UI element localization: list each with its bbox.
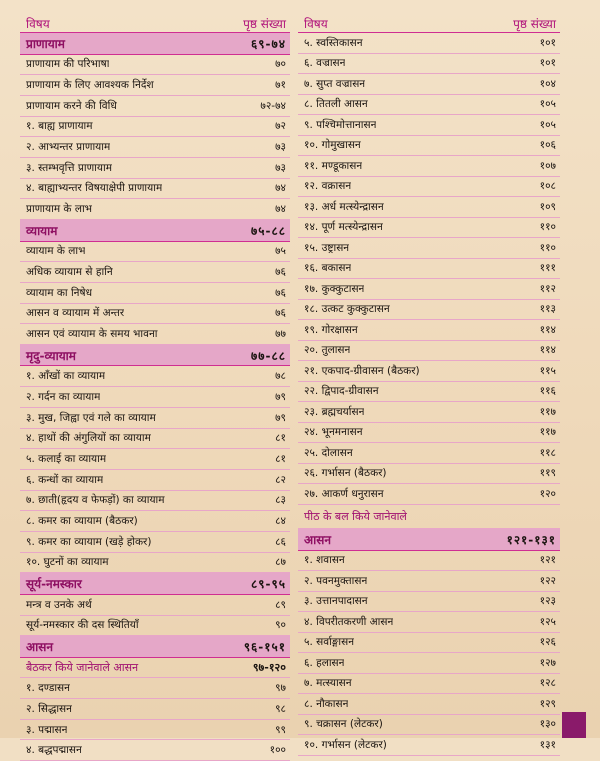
entry-row <box>20 366 290 387</box>
right-entries-bottom <box>298 551 560 756</box>
entry-title: १. आँखों का व्यायाम <box>26 370 106 383</box>
entry-row <box>20 117 290 138</box>
entry-page: ११७ <box>539 405 556 418</box>
entry-title: ७. सुप्त वज्रासन <box>304 77 366 90</box>
entry-row <box>20 616 290 637</box>
entry-row <box>20 304 290 325</box>
entry-title: ३. पद्मासन <box>26 723 68 736</box>
entry-title: २५. दोलासन <box>304 446 353 459</box>
entry-row <box>298 177 560 198</box>
right-header <box>298 0 560 33</box>
entry-title: ४. बद्धपद्मासन <box>26 744 82 757</box>
entry-page: १३१ <box>539 738 556 751</box>
entry-page: १०६ <box>539 139 556 152</box>
entry-row <box>298 259 560 280</box>
subsection-row <box>20 658 290 679</box>
entry-page: १२१ <box>539 554 556 567</box>
subject-header: विषय <box>304 17 328 31</box>
entry-page: ११४ <box>539 344 556 357</box>
section-row <box>298 529 560 551</box>
entry-row <box>20 720 290 741</box>
entry-row <box>20 75 290 96</box>
entry-title: ९. चक्रासन (लेटकर) <box>304 718 383 731</box>
entry-title: प्राणायाम की परिभाषा <box>26 58 110 71</box>
entry-page: ८९-९५ <box>251 577 286 592</box>
entry-title: ५. कलाई का व्यायाम <box>26 453 107 466</box>
entry-page: ११२ <box>539 282 556 295</box>
entry-page: ७६ <box>275 266 286 279</box>
entry-row <box>298 592 560 613</box>
entry-page: ९८ <box>275 702 286 715</box>
entry-page: १०७ <box>539 159 556 172</box>
entry-title: २०. तुलासन <box>304 344 351 357</box>
entry-title: ४. बाह्याभ्यन्तर विषयाक्षेपी प्राणायाम <box>26 182 163 195</box>
entry-title: ७. छाती(हृदय व फेफड़ों) का व्यायाम <box>26 494 165 507</box>
entry-page: ११७ <box>539 426 556 439</box>
entry-page: ८२ <box>275 473 286 486</box>
entry-row <box>20 553 290 574</box>
entry-title: १०. गोमुखासन <box>304 139 361 152</box>
entry-page: ९७ <box>275 682 286 695</box>
entry-row <box>298 551 560 572</box>
entry-title: ६. कन्धों का व्यायाम <box>26 473 104 486</box>
entry-title: प्राणायाम के लिए आवश्यक निर्देश <box>26 79 154 92</box>
right-column <box>298 0 560 751</box>
entry-page: ७६ <box>275 307 286 320</box>
entry-page: ७२-७४ <box>260 99 286 112</box>
entry-page: ७० <box>275 58 286 71</box>
entry-title: ८. कमर का व्यायाम (बैठकर) <box>26 515 138 528</box>
entry-title: आसन <box>26 639 54 654</box>
entry-row <box>20 491 290 512</box>
entry-page: ७५ <box>275 245 286 258</box>
entry-page: १०१ <box>539 36 556 49</box>
entry-page: ९० <box>275 619 286 632</box>
entry-page: ७२ <box>275 120 286 133</box>
page-number-header: पृष्ठ संख्या <box>513 17 556 31</box>
entry-title: आसन एवं व्यायाम के समय भावना <box>26 328 158 341</box>
entry-page: ८१ <box>275 432 286 445</box>
section-row <box>20 345 290 367</box>
entry-page: ८३ <box>275 494 286 507</box>
entry-page: १०५ <box>539 98 556 111</box>
entry-row <box>298 361 560 382</box>
entry-row <box>298 653 560 674</box>
entry-title: १. बाह्य प्राणायाम <box>26 120 93 133</box>
entry-row <box>20 678 290 699</box>
entry-title: २४. भूनमनासन <box>304 426 363 439</box>
entry-title: ८. नौकासन <box>304 697 349 710</box>
entry-row <box>20 387 290 408</box>
entry-row <box>298 464 560 485</box>
left-entries <box>20 33 290 761</box>
entry-title: ६. वज्रासन <box>304 57 346 70</box>
entry-title: २. पवनमुक्तासन <box>304 574 368 587</box>
entry-page: ८९ <box>275 598 286 611</box>
entry-title: १. दण्डासन <box>26 682 70 695</box>
entry-title: आसन व व्यायाम में अन्तर <box>26 307 125 320</box>
entry-title: मन्त्र व उनके अर्थ <box>26 598 92 611</box>
entry-row <box>298 633 560 654</box>
entry-page: १३० <box>539 718 556 731</box>
entry-page: ७५-८८ <box>251 223 286 238</box>
entry-title: २. आभ्यन्तर प्राणायाम <box>26 141 111 154</box>
entry-page: १२७ <box>539 656 556 669</box>
entry-page: ७६ <box>275 286 286 299</box>
section-row <box>20 33 290 55</box>
entry-page: ११३ <box>539 303 556 316</box>
entry-row <box>298 218 560 239</box>
entry-title: ५. स्वस्तिकासन <box>304 36 363 49</box>
entry-page: १२८ <box>539 677 556 690</box>
entry-page: १०९ <box>539 200 556 213</box>
entry-page: ७९ <box>275 390 286 403</box>
entry-row <box>298 382 560 403</box>
entry-page: १०५ <box>539 118 556 131</box>
entry-row <box>298 443 560 464</box>
entry-row <box>20 429 290 450</box>
entry-title: अधिक व्यायाम से हानि <box>26 266 113 279</box>
section-pages: १२१-१३१ <box>506 532 556 547</box>
entry-page: ९९ <box>275 723 286 736</box>
entry-row <box>298 402 560 423</box>
entry-row <box>20 449 290 470</box>
entry-row <box>298 423 560 444</box>
entry-title: १४. पूर्ण मत्स्येन्द्रासन <box>304 221 383 234</box>
entry-page: ११५ <box>539 364 556 377</box>
entry-title: मृदु-व्यायाम <box>26 348 76 363</box>
page-number-header: पृष्ठ संख्या <box>243 17 286 31</box>
entry-row <box>20 96 290 117</box>
entry-row <box>298 320 560 341</box>
entry-page: ८४ <box>275 515 286 528</box>
entry-page: ९६-१५१ <box>243 639 286 654</box>
entry-title: १०. गर्भासन (लेटकर) <box>304 738 387 751</box>
entry-title: ११. मण्डूकासन <box>304 159 363 172</box>
entry-row <box>298 238 560 259</box>
entry-row <box>298 300 560 321</box>
entry-title: १. शवासन <box>304 554 345 567</box>
entry-row <box>298 156 560 177</box>
right-entries-top <box>298 33 560 505</box>
entry-row <box>20 740 290 761</box>
entry-title: १५. उष्ट्रासन <box>304 241 350 254</box>
entry-row <box>20 199 290 220</box>
entry-page: ११० <box>539 241 556 254</box>
entry-title: १०. घुटनों का व्यायाम <box>26 556 109 569</box>
page-edge-tab <box>562 712 586 738</box>
entry-page: १०४ <box>539 77 556 90</box>
entry-title: ६. हलासन <box>304 656 345 669</box>
entry-row <box>298 571 560 592</box>
entry-title: प्राणायाम के लाभ <box>26 203 93 216</box>
entry-title: १७. कुक्कुटासन <box>304 282 365 295</box>
entry-title: ४. विपरीतकरणी आसन <box>304 615 394 628</box>
entry-page: ७४ <box>275 182 286 195</box>
entry-row <box>20 511 290 532</box>
entry-row <box>20 699 290 720</box>
entry-page: ११० <box>539 221 556 234</box>
entry-page: ६९-७४ <box>251 36 286 51</box>
entry-title: प्राणायाम <box>26 36 65 51</box>
section-row <box>20 636 290 658</box>
entry-page: ९७-१२० <box>252 661 286 675</box>
entry-row <box>298 95 560 116</box>
entry-page: ७८ <box>275 370 286 383</box>
entry-title: २२. द्विपाद-ग्रीवासन <box>304 385 379 398</box>
entry-title: ९. कमर का व्यायाम (खड़े होकर) <box>26 535 152 548</box>
section-heading: पीठ के बल किये जानेवाले <box>298 505 560 529</box>
entry-page: ११८ <box>539 446 556 459</box>
entry-page: १२५ <box>539 615 556 628</box>
entry-title: व्यायाम का निषेध <box>26 286 93 299</box>
entry-page: ७७-८८ <box>251 348 286 363</box>
entry-title: २. गर्दन का व्यायाम <box>26 390 101 403</box>
entry-row <box>20 137 290 158</box>
left-column <box>20 0 290 757</box>
entry-title: प्राणायाम करने की विधि <box>26 99 117 112</box>
entry-title: ३. मुख, जिह्वा एवं गले का व्यायाम <box>26 411 156 424</box>
entry-row <box>298 197 560 218</box>
entry-page: ११९ <box>539 467 556 480</box>
entry-title: १३. अर्ध मत्स्येन्द्रासन <box>304 200 384 213</box>
entry-row <box>298 74 560 95</box>
entry-row <box>20 283 290 304</box>
entry-page: ७४ <box>275 203 286 216</box>
entry-title: १८. उत्कट कुक्कुटासन <box>304 303 390 316</box>
entry-page: १२९ <box>539 697 556 710</box>
entry-row <box>20 262 290 283</box>
entry-title: सूर्य-नमस्कार <box>26 577 82 592</box>
entry-page: ८६ <box>275 535 286 548</box>
entry-page: १०० <box>269 744 286 757</box>
entry-row <box>298 674 560 695</box>
entry-title: ८. तितली आसन <box>304 98 368 111</box>
entry-page: ८७ <box>275 556 286 569</box>
entry-title: २६. गर्भासन (बैठकर) <box>304 467 387 480</box>
entry-page: ७३ <box>275 141 286 154</box>
entry-page: १२६ <box>539 636 556 649</box>
entry-row <box>298 136 560 157</box>
entry-page: १०१ <box>539 57 556 70</box>
entry-title: व्यायाम के लाभ <box>26 245 86 258</box>
entry-page: १२३ <box>539 595 556 608</box>
entry-row <box>298 341 560 362</box>
entry-title: व्यायाम <box>26 223 58 238</box>
entry-page: ७९ <box>275 411 286 424</box>
section-title: आसन <box>304 532 332 547</box>
entry-title: ३. स्तम्भवृत्ति प्राणायाम <box>26 161 112 174</box>
entry-row <box>298 484 560 505</box>
entry-row <box>20 470 290 491</box>
entry-row <box>298 33 560 54</box>
entry-row <box>298 54 560 75</box>
section-row <box>20 573 290 595</box>
entry-page: ७७ <box>275 328 286 341</box>
entry-title: ३. उत्तानपादासन <box>304 595 368 608</box>
entry-page: १०८ <box>539 180 556 193</box>
entry-page: ८१ <box>275 453 286 466</box>
entry-row <box>20 158 290 179</box>
left-header <box>20 0 290 33</box>
entry-page: ११६ <box>539 385 556 398</box>
entry-row <box>298 694 560 715</box>
entry-title: ५. सर्वाङ्गासन <box>304 636 355 649</box>
entry-row <box>20 55 290 76</box>
entry-title: २१. एकपाद-ग्रीवासन (बैठकर) <box>304 364 420 377</box>
entry-row <box>20 532 290 553</box>
entry-title: १९. गोरक्षासन <box>304 323 358 336</box>
entry-page: १११ <box>539 262 556 275</box>
entry-title: सूर्य-नमस्कार की दस स्थितियाँ <box>26 619 139 632</box>
entry-title: ९. पश्चिमोत्तानासन <box>304 118 377 131</box>
entry-page: १२० <box>539 487 556 500</box>
entry-row <box>20 408 290 429</box>
section-row <box>20 220 290 242</box>
entry-title: बैठकर किये जानेवाले आसन <box>26 661 139 675</box>
entry-row <box>20 324 290 345</box>
entry-page: ७१ <box>275 79 286 92</box>
entry-row <box>298 715 560 736</box>
entry-title: २३. ब्रह्मचर्यासन <box>304 405 365 418</box>
entry-title: १२. वक्रासन <box>304 180 352 193</box>
entry-page: १२२ <box>539 574 556 587</box>
entry-row <box>298 115 560 136</box>
entry-title: ७. मत्स्यासन <box>304 677 352 690</box>
entry-title: १६. बकासन <box>304 262 352 275</box>
entry-page: ७३ <box>275 161 286 174</box>
entry-title: २७. आकर्ण धनुरासन <box>304 487 384 500</box>
entry-row <box>298 735 560 756</box>
subject-header: विषय <box>26 17 50 31</box>
entry-row <box>298 279 560 300</box>
entry-row <box>298 612 560 633</box>
entry-row <box>20 595 290 616</box>
entry-title: २. सिद्धासन <box>26 702 72 715</box>
entry-page: ११४ <box>539 323 556 336</box>
entry-row <box>20 242 290 263</box>
entry-title: ४. हाथों की अंगुलियों का व्यायाम <box>26 432 151 445</box>
entry-row <box>20 179 290 200</box>
